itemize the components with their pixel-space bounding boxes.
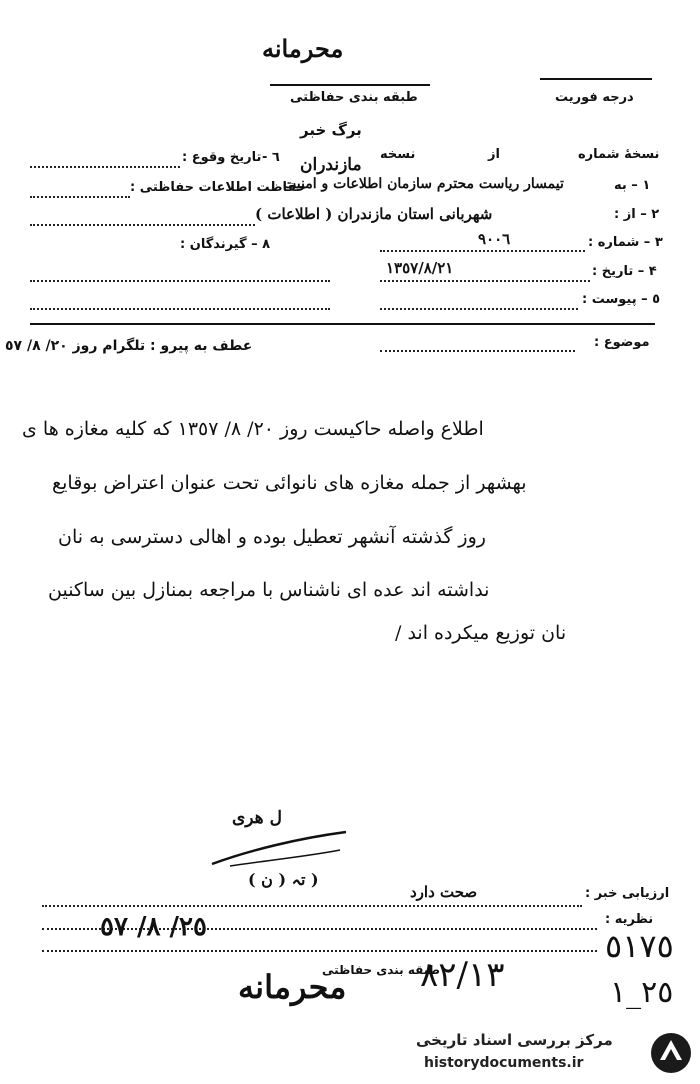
to-dots [30, 196, 130, 198]
date-value: ١٣٥٧/٨/٢١ [386, 259, 454, 277]
reference-text: عطف به پیرو : تلگرام روز ٢٠/ ٨/ ٥٧ [5, 338, 253, 354]
date-label: ۴ – تاریخ : [592, 264, 657, 279]
evaluation-dots [42, 905, 582, 907]
signature-scribble [210, 830, 350, 870]
priority-line [540, 78, 652, 80]
number-value: ٩٠٠٦ [478, 230, 511, 248]
watermark [412, 1028, 696, 1080]
watermark-site: historydocuments.ir [424, 1055, 584, 1071]
date-of-event-dots [30, 166, 180, 168]
handwritten-sub: ( تہ ( ن ) [248, 870, 319, 889]
to-label: ١ – به [614, 178, 651, 193]
stamp-bottom: محرمانه [238, 968, 347, 1006]
opinion-label: نظریه : [605, 912, 654, 927]
from-value: شهربانی استان مازندران ( اطلاعات ) [255, 205, 493, 223]
recipients-dots-1 [30, 280, 330, 282]
stamp-top: محرمانه [262, 34, 344, 63]
body-line: اطلاع واصله حاکیست روز ٢٠/ ٨/ ١٣٥٧ که کلیه مغازه ها ی [22, 418, 484, 440]
from-dots [30, 224, 255, 226]
date-of-event-label: تاریخ وقوع : [182, 150, 262, 165]
recipients-dots-2 [30, 308, 330, 310]
right-number-bottom: ٢٥_١ [610, 975, 674, 1010]
attachment-label: ٥ – پیوست : [582, 292, 661, 307]
signature-date: ٢٥/ ٨/ ٥٧ [100, 912, 207, 942]
copy-number-label: نسخهٔ شماره [578, 147, 660, 162]
classification-label: طبقه بندی حفاظتی [290, 90, 418, 105]
recipients-label: ٨ – گیرندگان : [180, 237, 271, 252]
date-of-event-num: ٦ - [262, 150, 280, 165]
body-line: بهشهر از جمله مغازه های نانوائی تحت عنوان اعتراض بوقایع [52, 472, 527, 494]
evaluation-value: صحت دارد [410, 883, 478, 901]
subject-label: موضوع : [594, 335, 650, 350]
classification-line [270, 84, 430, 86]
copy-label: نسخه [380, 147, 416, 162]
to-value: تیمسار ریاست محترم سازمان اطلاعات و امنیت [283, 176, 564, 192]
to-handwritten: مازندران [300, 155, 362, 175]
handwritten-name: ل هرى [232, 808, 282, 828]
number-label: ٣ – شماره : [588, 235, 663, 250]
form-title: برگ خبر [300, 121, 362, 139]
body-line: نان توزیع میکرده اند / [395, 622, 567, 644]
watermark-logo-icon [648, 1030, 694, 1076]
to-suffix: حفاظت اطلاعات حفاظتی : [130, 180, 307, 195]
right-number-top: ٥١٧٥ [605, 927, 674, 965]
number-dots [380, 250, 585, 252]
subject-dots [380, 350, 575, 352]
attachment-dots [380, 308, 578, 310]
of-label: از [488, 147, 500, 162]
date-dots [380, 280, 590, 282]
body-line: روز گذشته آنشهر تعطیل بوده و اهالی دسترسی به نان [58, 526, 486, 548]
stamp-bottom-label: طبقه بندی حفاظتی [322, 963, 440, 977]
subject-divider [30, 323, 655, 325]
watermark-org: مرکز بررسی اسناد تاریخی [416, 1031, 613, 1049]
body-line: نداشته اند عده ای ناشناس با مراجعه بمنازل بین ساکنین [48, 579, 490, 601]
side-number: ٨٢/١٣ [420, 955, 505, 995]
opinion-dots-2 [42, 950, 597, 952]
priority-label: درجه فوریت [555, 90, 634, 105]
evaluation-label: ارزیابی خبر : [585, 886, 670, 901]
from-label: ٢ – از : [614, 207, 660, 222]
